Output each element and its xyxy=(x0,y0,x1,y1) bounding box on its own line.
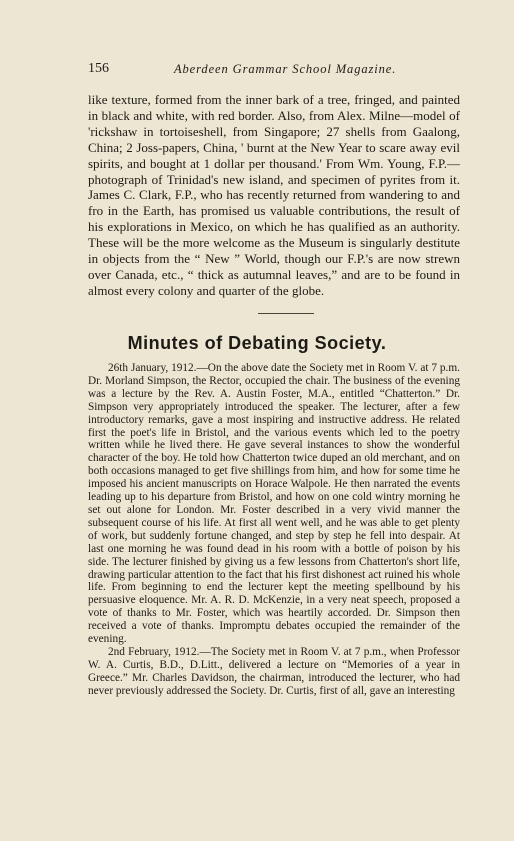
section-heading: Minutes of Debating Society. xyxy=(127,333,387,353)
minutes-body xyxy=(88,362,460,698)
page-number: 156 xyxy=(88,61,109,76)
minutes-entry-jan-26: 26th January, 1912.—On the above date the Society met in Room V. at 7 p.m. Dr. Morland Simpson, the Rector, occupied the chair. The business of the evening was a lecture by the Rev. A. Austin Foster, M.A., entitled “Chatterton.” Dr. Simpson very appropriately introduced the speaker. The lecturer, after a few introductory remarks, gave a most inspiring and instructive address. He related first the poet's life in Bristol, and the various events which led to the poetry written while he lived there. He gave several instances to show the wonderful character of the boy. He told how Chatterton twice duped an old merchant, and on both occasions managed to get five shillings from him, and how for some time he imposed his ancient manuscripts on Horace Walpole. He then narrated the events leading up to his departure from Bristol, and how on one cold wintry morning he set out alone for London. Mr. Foster described in a very vivid manner the subsequent course of his life. At first all went well, and he was able to get plenty of work, but suddenly fortune changed, and step by step he fell into despair. At last one morning he was found dead in his room with a bottle of poison by his side. The lecturer finished by giving us a few lessons from Chatterton's short life, drawing particular attention to the fact that his first dishonest act ruined his whole life. From beginning to end the lecturer kept the meeting spellbound by his persuasive eloquence. Mr. A. R. D. McKenzie, in a very neat speech, proposed a vote of thanks to Mr. Foster, which was heartily accorded. Dr. Simpson then received a vote of thanks. Impromptu debates occupied the remainder of the evening. xyxy=(88,362,460,646)
minutes-entry-feb-2: 2nd February, 1912.—The Society met in Room V. at 7 p.m., when Professor W. A. Curtis, B.D., D.Litt., delivered a lecture on “Memories of a year in Greece.” Mr. Charles Davidson, the chairman, introduced the lecturer, who had never previously addressed the Society. Dr. Curtis, first of all, gave an interesting xyxy=(88,645,460,697)
section-divider xyxy=(258,313,314,314)
running-title: Aberdeen Grammar School Magazine. xyxy=(174,62,397,76)
museum-paragraph xyxy=(88,92,460,299)
museum-paragraph-text: like texture, formed from the inner bark of a tree, fringed, and painted in black and white, with red border. Also, from Alex. Milne—model of 'rickshaw in tortoiseshell, from Singapore; 27 shells from Gaalong, China; 2 Joss-papers, China, ' burnt at the New Year to scare away evil spirits, and bought at 1 dollar per thousand.' From Wm. Young, F.P.—photograph of Trinidad's new island, and specimen of pyrites from it. James C. Clark, F.P., who has recently returned from wandering to and fro in the Earth, has promised us valuable contributions, the result of his explorations in Mexico, on which he has qualified as an authority. These will be the more welcome as the Museum is singularly destitute in objects from the “ New ” World, though our F.P.'s are now strewn over Canada, etc., “ thick as autumnal leaves,” and are to be found in almost every colony and quarter of the globe. xyxy=(88,92,460,298)
page-header xyxy=(88,61,468,81)
